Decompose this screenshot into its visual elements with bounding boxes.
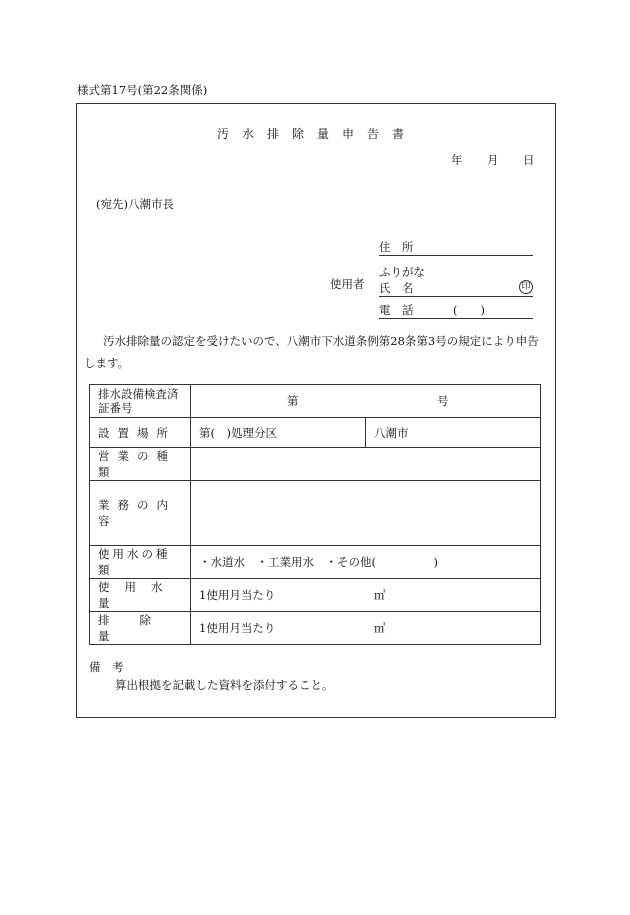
work-field[interactable] (191, 481, 541, 546)
date-day[interactable]: 日 (523, 153, 535, 167)
table-row (90, 385, 541, 418)
form-frame (76, 103, 556, 718)
per-month-text: 1使用月当たり (199, 588, 276, 602)
unit-cubic-meter: ㎥ (373, 621, 386, 635)
table-row (90, 448, 541, 481)
notes-title: 備 考 (89, 660, 124, 674)
notes-body: 算出根拠を記載した資料を添付すること。 (115, 678, 334, 692)
location-label: 設置場所 (90, 418, 191, 448)
city-field[interactable]: 八潮市 (366, 418, 541, 448)
business-label: 営業の種類 (90, 448, 191, 481)
table-row (90, 481, 541, 546)
date-month[interactable]: 月 (487, 153, 499, 167)
date-year[interactable]: 年 (451, 153, 463, 167)
statement-text: 汚水排除量の認定を受けたいので、八潮市下水道条例第28条第3号の規定により申告します。 (84, 334, 539, 370)
inspection-prefix: 第 (287, 394, 299, 408)
table-row (90, 579, 541, 612)
seal-mark: 印 (519, 280, 533, 294)
inspection-number-field[interactable] (191, 385, 541, 418)
district-field[interactable]: 第( )処理分区 (191, 418, 366, 448)
discharge-label: 排除量 (90, 612, 191, 645)
discharge-table (89, 384, 541, 645)
name-field[interactable] (379, 280, 533, 297)
furigana-label: ふりがな (379, 265, 425, 279)
discharge-field[interactable] (191, 612, 541, 645)
address-field[interactable] (379, 239, 533, 256)
per-month-text: 1使用月当たり (199, 621, 276, 635)
table-row (90, 418, 541, 448)
form-number: 様式第17号(第22条関係) (77, 83, 208, 97)
form-title: 汚水排除量申告書 (216, 127, 417, 141)
applicant-label: 使用者 (330, 277, 365, 291)
phone-label: 電 話 (379, 303, 414, 317)
water-type-field[interactable]: ・水道水 ・工業用水 ・その他( ) (191, 546, 541, 579)
business-field[interactable] (191, 448, 541, 481)
unit-cubic-meter: ㎥ (373, 588, 386, 602)
address-label: 住 所 (379, 240, 414, 254)
addressee: (宛先)八潮市長 (96, 197, 174, 211)
inspection-suffix: 号 (437, 394, 449, 408)
water-volume-label: 使用水量 (90, 579, 191, 612)
table-row (90, 612, 541, 645)
water-type-label: 使用水の種類 (90, 546, 191, 579)
name-label: 氏 名 (379, 281, 414, 295)
work-label: 業務の内容 (90, 481, 191, 546)
phone-field[interactable] (379, 302, 533, 319)
inspection-label: 排水設備検査済証番号 (90, 385, 191, 418)
water-volume-field[interactable] (191, 579, 541, 612)
table-row (90, 546, 541, 579)
phone-parens: ( ) (453, 303, 485, 317)
